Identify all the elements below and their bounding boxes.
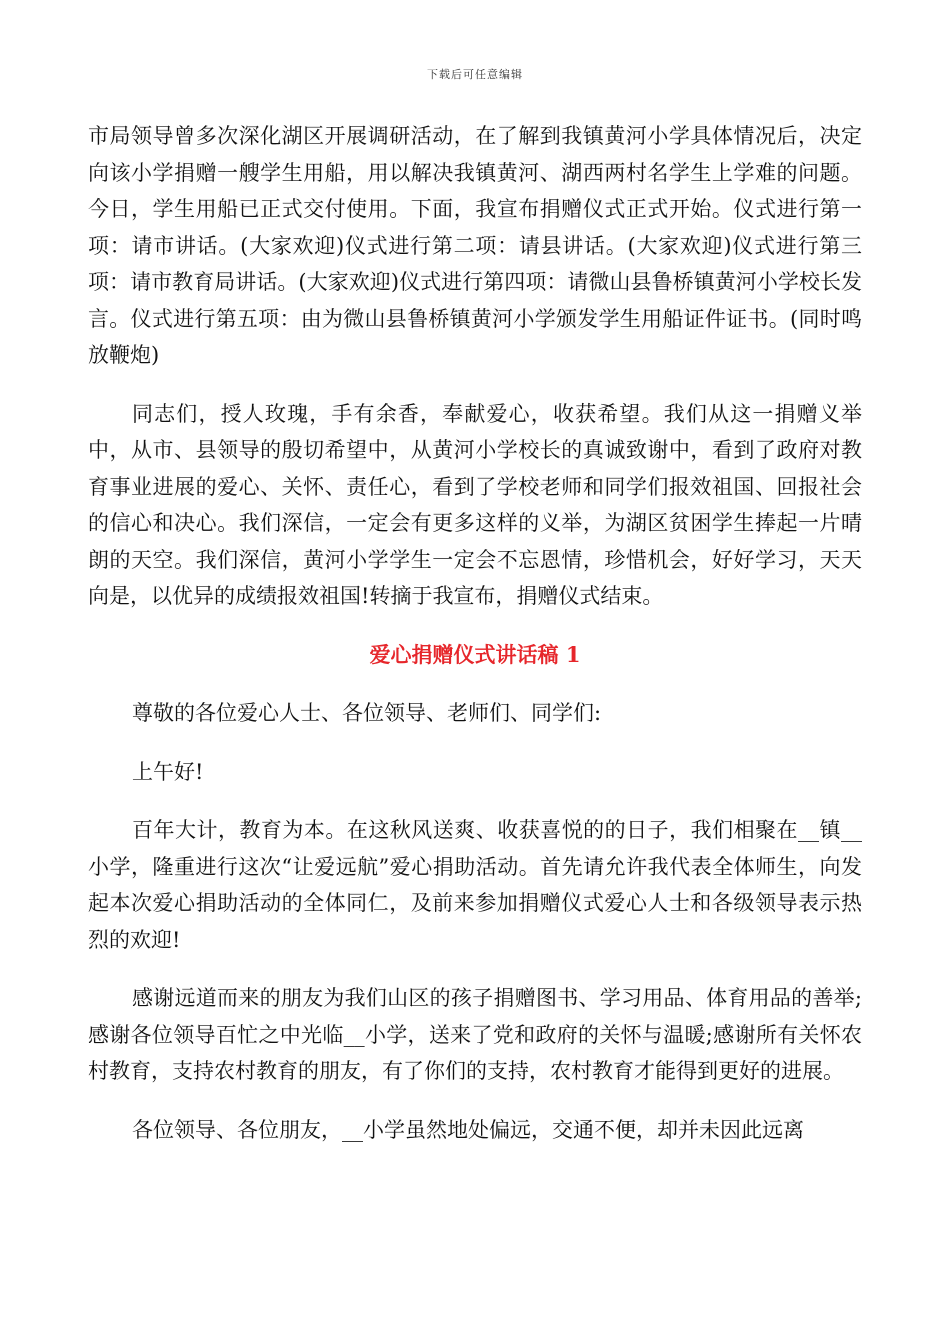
paragraph-ceremony-closing: 同志们，授人玫瑰，手有余香，奉献爱心，收获希望。我们从这一捐赠义举中，从市、县领导的殷切希望中，从黄河小学校长的真诚致谢中，看到了政府对教育事业进展的爱心、关怀、责任心，看到了学校老师和同学们报效祖国、回报社会的信心和决心。我们深信，一定会有更多这样的义举，为湖区贫困学生捧起一片晴朗的天空。我们深信，黄河小学学生一定会不忘恩情，珍惜机会，好好学习，天天向是，以优异的成绩报效祖国!转摘于我宣布，捐赠仪式结束。 — [88, 401, 862, 608]
document-body — [88, 118, 862, 1148]
section-title: 爱心捐赠仪式讲话稿 1 — [369, 641, 581, 667]
paragraph-school-intro: 各位领导、各位朋友，__小学虽然地处偏远，交通不便，却并未因此远离 — [132, 1117, 804, 1142]
paragraph-greeting: 上午好! — [132, 759, 204, 784]
paragraph-welcome: 百年大计，教育为本。在这秋风送爽、收获喜悦的的日子，我们相聚在__镇__小学，隆重进行这次“让爱远航”爱心捐助活动。首先请允许我代表全体师生，向发起本次爱心捐助活动的全体同仁，及前来参加捐赠仪式爱心人士和各级领导表示热烈的欢迎! — [88, 818, 862, 952]
paragraph-thanks: 感谢远道而来的朋友为我们山区的孩子捐赠图书、学习用品、体育用品的善举;感谢各位领导百忙之中光临__小学，送来了党和政府的关怀与温暖;感谢所有关怀农村教育，支持农村教育的朋友，有了你们的支持，农村教育才能得到更好的进展。 — [88, 986, 862, 1083]
paragraph-salutation: 尊敬的各位爱心人士、各位领导、老师们、同学们: — [132, 701, 602, 725]
header-note: 下载后可任意编辑 — [427, 68, 523, 81]
paragraph-ceremony-procedure: 市局领导曾多次深化湖区开展调研活动，在了解到我镇黄河小学具体情况后，决定向该小学捐赠一艘学生用船，用以解决我镇黄河、湖西两村名学生上学难的问题。今日，学生用船已正式交付使用。下面，我宣布捐赠仪式正式开始。仪式进行第一项：请市讲话。(大家欢迎)仪式进行第二项：请县讲话。(大家欢迎)仪式进行第三项：请市教育局讲话。(大家欢迎)仪式进行第四项：请微山县鲁桥镇黄河小学校长发言。仪式进行第五项：由为微山县鲁桥镇黄河小学颁发学生用船证件证书。(同时鸣放鞭炮) — [88, 124, 862, 367]
